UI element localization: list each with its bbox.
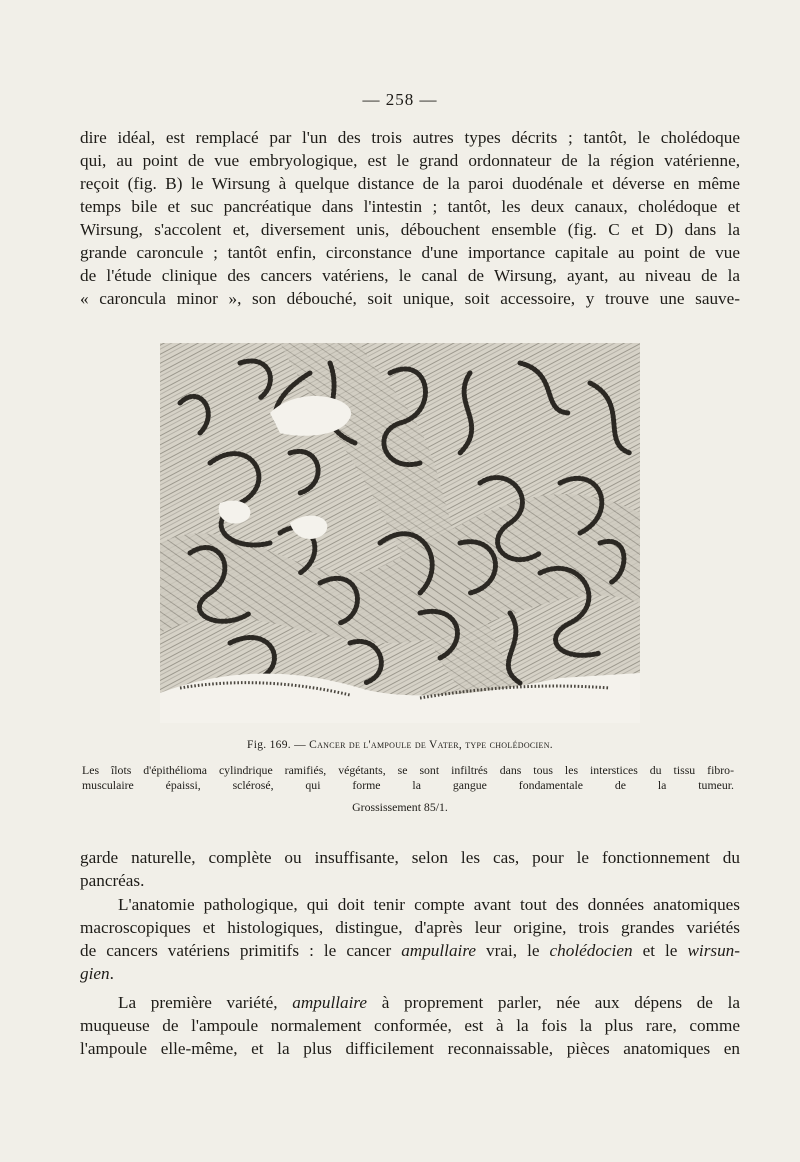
caption-line: musculaire épaissi, sclérosé, qui forme la gangue fondamentale de la tumeur. [82, 778, 734, 792]
text-line: pancréas. [80, 871, 145, 890]
text-line: macroscopiques et histologiques, distingue, d'après leur origine, trois grandes variétés [80, 918, 740, 937]
text-line: gien. [80, 964, 114, 983]
caption-line: Les îlots d'épithélioma cylindrique ramifiés, végétants, se sont infiltrés dans tous les interstices du tissu fibro- [82, 763, 734, 777]
figure-title: Cancer de l'ampoule de Vater, type cholédocien. [309, 739, 553, 751]
paragraph-4 [80, 991, 740, 1060]
term-ampullaire: ampullaire [292, 993, 368, 1012]
text-line: de cancers vatériens primitifs : le cancer ampullaire vrai, le cholédocien et le wirsun- [80, 941, 740, 960]
text-line: « caroncula minor », son débouché, soit unique, soit accessoire, y trouve une sauve- [80, 289, 740, 308]
text-line: temps bile et suc pancréatique dans l'intestin ; tantôt, les deux canaux, cholédoque et [80, 197, 740, 216]
text-line: de l'étude clinique des cancers vatériens, le canal de Wirsung, ayant, au niveau de la [80, 266, 740, 285]
figure-caption-title [0, 739, 800, 751]
text-line: La première variété, ampullaire à proprement parler, née aux dépens de la [118, 993, 740, 1012]
text-line: l'ampoule elle-même, et la plus difficilement reconnaissable, pièces anatomiques en [80, 1039, 740, 1058]
text-line: grande caroncule ; tantôt enfin, circonstance d'une importance capitale au point de vue [80, 243, 740, 262]
histology-engraving-image [160, 343, 640, 723]
text-line: muqueuse de l'ampoule normalement conformée, est à la fois la plus rare, comme [80, 1016, 740, 1035]
text-line: L'anatomie pathologique, qui doit tenir compte avant tout des données anatomiques [118, 895, 740, 914]
paragraph-3 [80, 893, 740, 985]
text-line: reçoit (fig. B) le Wirsung à quelque distance de la paroi duodénale et déverse en même [80, 174, 740, 193]
page-number: — 258 — [362, 90, 438, 109]
paragraph-1 [80, 126, 740, 310]
text-line: dire idéal, est remplacé par l'un des trois autres types décrits ; tantôt, le cholédoque [80, 128, 740, 147]
text-line: qui, au point de vue embryologique, est le grand ordonnateur de la région vatérienne, [80, 151, 740, 170]
text-line: Wirsung, s'accolent et, diversement unis, débouchent ensemble (fig. C et D) dans la [80, 220, 740, 239]
term-wirsungien: wirsun- [687, 941, 740, 960]
figure-caption-text [82, 763, 734, 793]
figure-number: Fig. 169. — [247, 739, 306, 751]
term-ampullaire: ampullaire [401, 941, 476, 960]
term-cholédocien: cholédocien [549, 941, 633, 960]
text-line: garde naturelle, complète ou insuffisante, selon les cas, pour le fonctionnement du [80, 848, 740, 867]
histology-figure [160, 343, 640, 723]
paragraph-2 [80, 846, 740, 892]
figure-magnification: Grossissement 85/1. [352, 800, 448, 814]
